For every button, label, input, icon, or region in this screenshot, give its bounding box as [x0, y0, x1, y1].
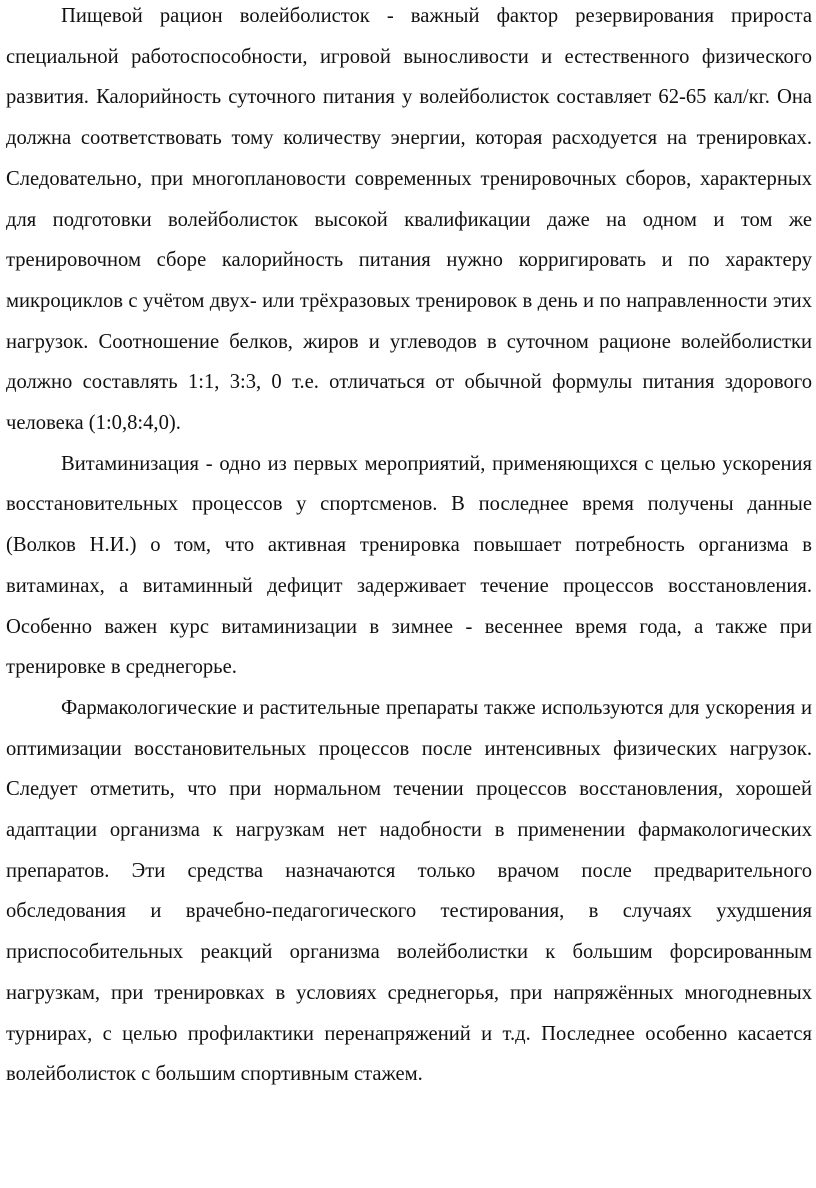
paragraph-nutrition: Пищевой рацион волейболисток - важный фактор резервирования прироста специальной работоспособности, игровой выносливости и естественного физического развития. Калорийность суточного питания у волейболисток составляет 62-65 кал/кг. Она должна соответствовать тому количеству энергии, которая расходуется на тренировках. Следовательно, при многоплановости современных тренировочных сборов, характерных для подготовки волейболисток высокой квалификации даже на одном и том же тренировочном сборе калорийность питания нужно корригировать и по характеру микроциклов с учётом двух- или трёхразовых тренировок в день и по направленности этих нагрузок. Соотношение белков, жиров и углеводов в суточном рационе волейболистки должно составлять 1:1, 3:3, 0 т.е. отличаться от обычной формулы питания здорового человека (1:0,8:4,0).	[6, 5, 812, 435]
paragraph-pharmacology: Фармакологические и растительные препараты также используются для ускорения и оптимизации восстановительных процессов после интенсивных физических нагрузок. Следует отметить, что при нормальном течении процессов восстановления, хорошей адаптации организма к нагрузкам нет надобности в применении фармакологических препаратов. Эти средства назначаются только врачом после предварительного обследования и врачебно-педагогического тестирования, в случаях ухудшения приспособительных реакций организма волейболистки к большим форсированным нагрузкам, при тренировках в условиях среднегорья, при напряжённых многодневных турнирах, с целью профилактики перенапряжений и т.д. Последнее особенно касается волейболисток с большим спортивным стажем.	[6, 696, 812, 1086]
document-page	[6, 0, 812, 1095]
paragraph-vitamins: Витаминизация - одно из первых мероприятий, применяющихся с целью ускорения восстановительных процессов у спортсменов. В последнее время получены данные (Волков Н.И.) о том, что активная тренировка повышает потребность организма в витаминах, а витаминный дефицит задерживает течение процессов восстановления. Особенно важен курс витаминизации в зимнее - весеннее время года, а также при тренировке в среднегорье.	[6, 452, 812, 679]
